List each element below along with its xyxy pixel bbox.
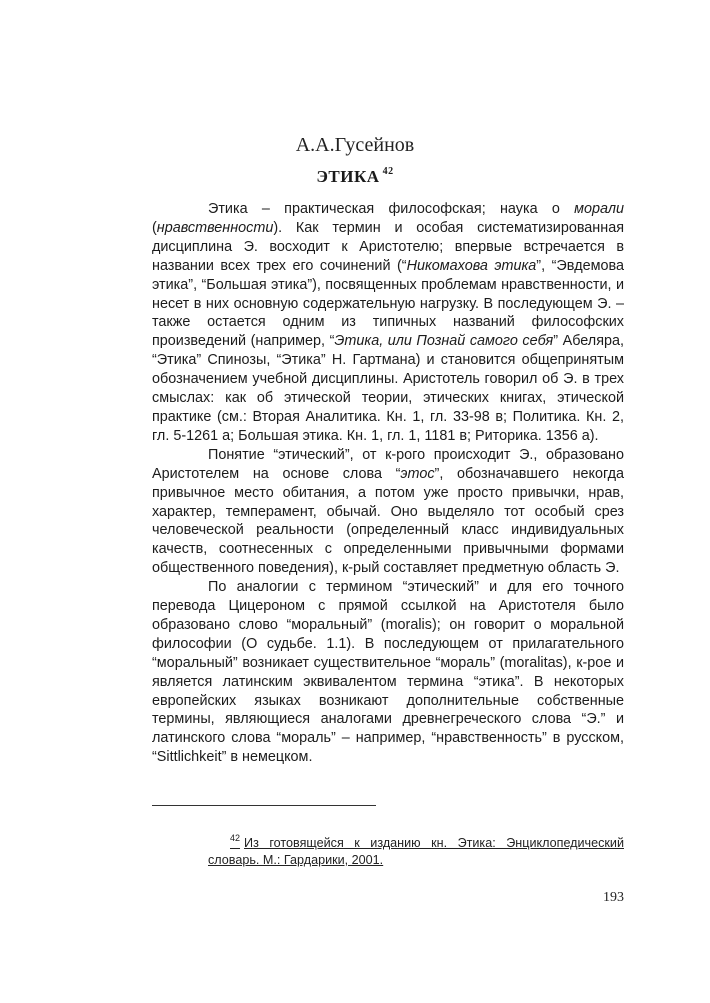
text-run: ”, “Эвдемова этика”, “Большая этика”), посвященных проблемам нравственности, и несет в них основную содержательную нагрузку. В последующем Э. – также остается одним из типичных названий философских произведений (например, “ bbox=[152, 257, 624, 350]
article-title bbox=[0, 160, 710, 189]
title-text: ЭТИКА bbox=[316, 167, 380, 186]
footnote-text: Из готовящейся к изданию кн. Этика: Энциклопедический словарь. М.: Гардарики, 2001. bbox=[208, 836, 624, 867]
author-name: А.А.Гусейнов bbox=[295, 134, 415, 156]
footnote-reference: 42 bbox=[382, 166, 394, 177]
text-run: По аналогии с термином “этический” и для его точного перевода Цицероном с прямой ссылкой на Аристотеля было образовано слово “моральный” (moralis); он говорит о моральной философии (О судьбе. 1.1). В последующем от прилагательного “моральный” возникает существительное “мораль” (moralitas), к-рое и является латинским эквивалентом термина “этика”. В некоторых европейских языках возникают дополнительные собственные термины, являющиеся аналогами древнегреческого слова “Э.” и латинского слова “мораль” – например, “нравственность” в русском, “Sittlichkeit” в немецком. bbox=[152, 579, 624, 766]
page-number: 193 bbox=[603, 890, 624, 905]
footnote-number: 42 bbox=[230, 833, 241, 843]
text-run: Этика – практическая философская; наука о bbox=[208, 201, 575, 217]
footnote-divider bbox=[152, 805, 376, 806]
paragraph-3 bbox=[152, 578, 624, 767]
text-run: ”, обозначавшего некогда привычное место обитания, а потом уже просто привычки, нрав, характер, темперамент, обычай. Оно выделяло тот особый срез человеческой реальности (определенный класс индивидуальных качеств, соотнесенных с определенными привычными формами общественного поведения), к-рый составляет предметную область Э. bbox=[152, 465, 624, 577]
text-run: Понятие “этический”, от к-рого происходит Э., образовано Аристотелем на основе слова “ bbox=[152, 446, 624, 482]
italic-term: Никомахова этика bbox=[406, 257, 537, 274]
paragraph-2 bbox=[152, 446, 624, 578]
footnote bbox=[208, 830, 624, 869]
italic-term: нравственности bbox=[156, 219, 274, 236]
italic-term: Этика, или Познай самого себя bbox=[334, 333, 554, 350]
text-run: ” Абеляра, “Этика” Спинозы, “Этика” Н. Гартмана) и становится общепринятым обозначением учебной дисциплины. Аристотель говорил об Э. в трех смыслах: как об этической теории, этических книгах, этической практике (см.: Вторая Аналитика. Кн. 1, гл. 33-98 в; Политика. Кн. 2, гл. 5-1261 а; Большая этика. Кн. 1, гл. 1, 1181 в; Риторика. 1356 а). bbox=[152, 333, 624, 444]
text-run: ( bbox=[152, 219, 157, 236]
text-run: ). Как термин и особая систематизированная дисциплина Э. восходит к Аристотелю; впервые встречается в названии всех трех его сочинений (“ bbox=[152, 219, 624, 274]
italic-term: морали bbox=[574, 201, 624, 217]
italic-term: этос bbox=[400, 465, 435, 482]
article-body bbox=[152, 200, 624, 767]
paragraph-1 bbox=[152, 200, 624, 446]
